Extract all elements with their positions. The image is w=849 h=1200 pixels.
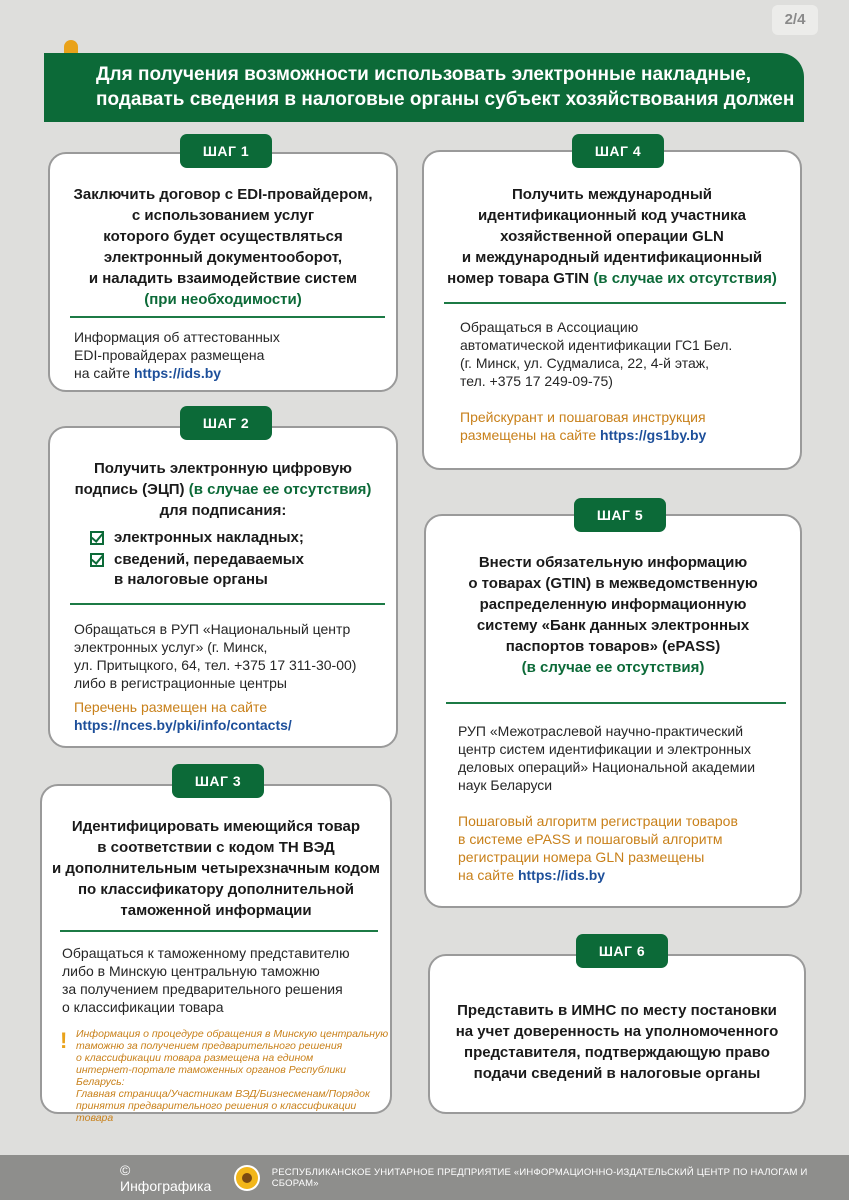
step-2-tab: ШАГ 2 <box>180 406 272 440</box>
step-5-title: Внести обязательную информацию о товарах (GTIN) в межведомственную распределенную информационную систему «Банк данных электронных паспортов товаров» (ePASS) (в случае ее отсутствия) <box>426 552 800 678</box>
step-2-info: Обращаться в РУП «Национальный центр электронных услуг» (г. Минск, ул. Притыцкого, 64, тел. +375 17 311-30-00) либо в регистрационные центры <box>74 621 357 691</box>
note-exclamation-icon: ! <box>60 1028 68 1053</box>
step-2-checklist: электронных накладных; сведений, передаваемых в налоговые органы <box>90 528 304 592</box>
step-6-card <box>428 954 806 1114</box>
step-5-note: Пошаговый алгоритм регистрации товаров в системе ePASS и пошаговый алгоритм регистрации номера GLN размещены на сайте https://ids.by <box>458 813 738 883</box>
step-1-card <box>48 152 398 392</box>
banner-line-2: подавать сведения в налоговые органы субъект хозяйствования должен <box>96 89 795 110</box>
step-5-title-note: (в случае ее отсутствия) <box>521 659 705 676</box>
step-4-card <box>422 150 802 470</box>
step-5-info: РУП «Межотраслевой научно-практический центр систем идентификации и электронных деловых операций» Национальной академии наук Беларуси <box>458 723 756 793</box>
step-2-title: Получить электронную цифровую подпись (ЭЦП) (в случае ее отсутствия) для подписания: <box>74 460 372 519</box>
step-1-tab: ШАГ 1 <box>180 134 272 168</box>
step-1-info: Информация об аттестованных EDI-провайдерах размещена на сайте https://ids.by <box>74 329 280 381</box>
step-3-info: Обращаться к таможенному представителю либо в Минскую центральную таможню за получением предварительного решения о классификации товара <box>62 945 350 1015</box>
checkbox-icon <box>90 553 104 567</box>
page-number: 2/4 <box>772 5 818 35</box>
checkbox-icon <box>90 531 104 545</box>
footer-brand: © Инфографика <box>120 1161 212 1194</box>
step-6-tab: ШАГ 6 <box>576 934 668 968</box>
footer <box>0 1155 849 1200</box>
step-4-title: Получить международный идентификационный код участника хозяйственной операции GLN и международный идентификационный номер товара GTIN (в случае их отсутствия) <box>447 186 777 287</box>
step-1-title-note: (при необходимости) <box>144 291 302 308</box>
logo-icon <box>234 1165 260 1191</box>
step-5-card <box>424 514 802 908</box>
step-2-link[interactable]: https://nces.by/pki/info/contacts/ <box>74 717 292 733</box>
step-4-info: Обращаться в Ассоциацию автоматической идентификации ГС1 Бел. (г. Минск, ул. Судмалиса, 22, 4-й этаж, тел. +375 17 249-09-75) <box>460 319 733 389</box>
step-6-title: Представить в ИМНС по месту постановки на учет доверенность на уполномоченного представителя, подтверждающую право подачи сведений в налоговые органы <box>455 1002 779 1082</box>
step-3-title: Идентифицировать имеющийся товар в соответствии с кодом ТН ВЭД и дополнительным четырехзначным кодом по классификатору дополнительной таможенной информации <box>52 818 380 919</box>
step-1-title: Заключить договор с EDI-провайдером, с использованием услуг которого будет осуществляться электронный документооборот, и наладить взаимодействие систем (при необходимости) <box>50 184 396 310</box>
step-4-link[interactable]: https://gs1by.by <box>600 427 707 443</box>
header-banner <box>44 53 804 122</box>
footer-org: РЕСПУБЛИКАНСКОЕ УНИТАРНОЕ ПРЕДПРИЯТИЕ «ИНФОРМАЦИОННО-ИЗДАТЕЛЬСКИЙ ЦЕНТР ПО НАЛОГАМ И СБОРАМ» <box>271 1166 808 1189</box>
step-4-tab: ШАГ 4 <box>572 134 664 168</box>
step-2-card <box>48 426 398 748</box>
step-1-link[interactable]: https://ids.by <box>133 365 222 381</box>
step-2-note: Перечень размещен на сайте https://nces.by/pki/info/contacts/ <box>74 699 292 733</box>
step-3-note: Информация о процедуре обращения в Минскую центральную таможню за получением предварительного решения о классификации товара размещена на едином интернет-портале таможенных органов Республики Беларусь: Главная страница/Участникам ВЭД/Бизнесменам/Порядок принятия предварительного решения о классификации товара <box>76 1028 389 1124</box>
step-5-tab: ШАГ 5 <box>574 498 666 532</box>
step-5-link[interactable]: https://ids.by <box>517 867 606 883</box>
banner-line-1: Для получения возможности использовать электронные накладные, <box>96 64 752 85</box>
step-3-card <box>40 784 392 1124</box>
step-4-note: Прейскурант и пошаговая инструкция размещены на сайте https://gs1by.by <box>460 409 707 443</box>
step-3-tab: ШАГ 3 <box>172 764 264 798</box>
